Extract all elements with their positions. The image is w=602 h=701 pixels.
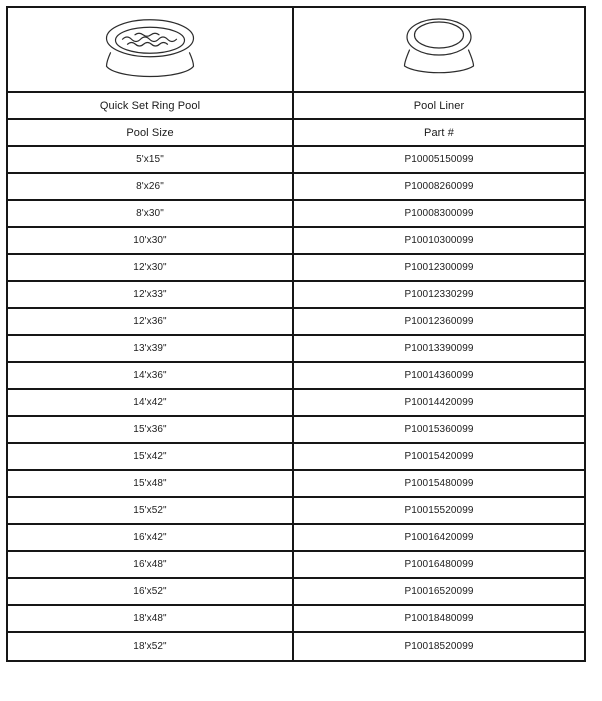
pool-size-cell: 18'x48": [8, 606, 294, 633]
pool-size-cell: 16'x48": [8, 552, 294, 579]
part-number-cell: P10018480099: [294, 606, 584, 633]
pool-liner-parts-table: [6, 6, 586, 662]
pool-liner-image-cell: [294, 8, 584, 93]
pool-size-cell: 15'x48": [8, 471, 294, 498]
pool-size-cell: 14'x36": [8, 363, 294, 390]
pool-size-cell: 12'x36": [8, 309, 294, 336]
pool-liner-illustration: [394, 15, 484, 85]
pool-size-cell: 10'x30": [8, 228, 294, 255]
pool-size-cell: 12'x33": [8, 282, 294, 309]
part-number-cell: P10008300099: [294, 201, 584, 228]
part-number-cell: P10010300099: [294, 228, 584, 255]
pool-size-cell: 12'x30": [8, 255, 294, 282]
pool-size-cell: 14'x42": [8, 390, 294, 417]
quick-set-ring-pool-illustration: [100, 13, 200, 86]
part-number-cell: P10015360099: [294, 417, 584, 444]
part-number-cell: P10012330299: [294, 282, 584, 309]
quick-set-ring-pool-image-cell: [8, 8, 294, 93]
part-number-cell: P10015420099: [294, 444, 584, 471]
part-number-cell: P10016520099: [294, 579, 584, 606]
part-number-cell: P10016480099: [294, 552, 584, 579]
part-number-cell: P10012360099: [294, 309, 584, 336]
pool-size-cell: 5'x15": [8, 147, 294, 174]
part-number-cell: P10005150099: [294, 147, 584, 174]
pool-size-cell: 18'x52": [8, 633, 294, 660]
part-number-cell: P10013390099: [294, 336, 584, 363]
pool-size-cell: 8'x30": [8, 201, 294, 228]
part-number-cell: P10015480099: [294, 471, 584, 498]
column-header-pool-liner: Pool Liner: [294, 93, 584, 120]
part-number-cell: P10015520099: [294, 498, 584, 525]
pool-size-cell: 8'x26": [8, 174, 294, 201]
column-subheader-part-number: Part #: [294, 120, 584, 147]
pool-size-cell: 15'x36": [8, 417, 294, 444]
pool-size-cell: 13'x39": [8, 336, 294, 363]
pool-size-cell: 16'x42": [8, 525, 294, 552]
part-number-cell: P10014360099: [294, 363, 584, 390]
part-number-cell: P10018520099: [294, 633, 584, 660]
part-number-cell: P10016420099: [294, 525, 584, 552]
pool-size-cell: 15'x42": [8, 444, 294, 471]
column-subheader-pool-size: Pool Size: [8, 120, 294, 147]
part-number-cell: P10012300099: [294, 255, 584, 282]
column-header-quick-set-ring-pool: Quick Set Ring Pool: [8, 93, 294, 120]
part-number-cell: P10014420099: [294, 390, 584, 417]
part-number-cell: P10008260099: [294, 174, 584, 201]
pool-size-cell: 16'x52": [8, 579, 294, 606]
pool-size-cell: 15'x52": [8, 498, 294, 525]
